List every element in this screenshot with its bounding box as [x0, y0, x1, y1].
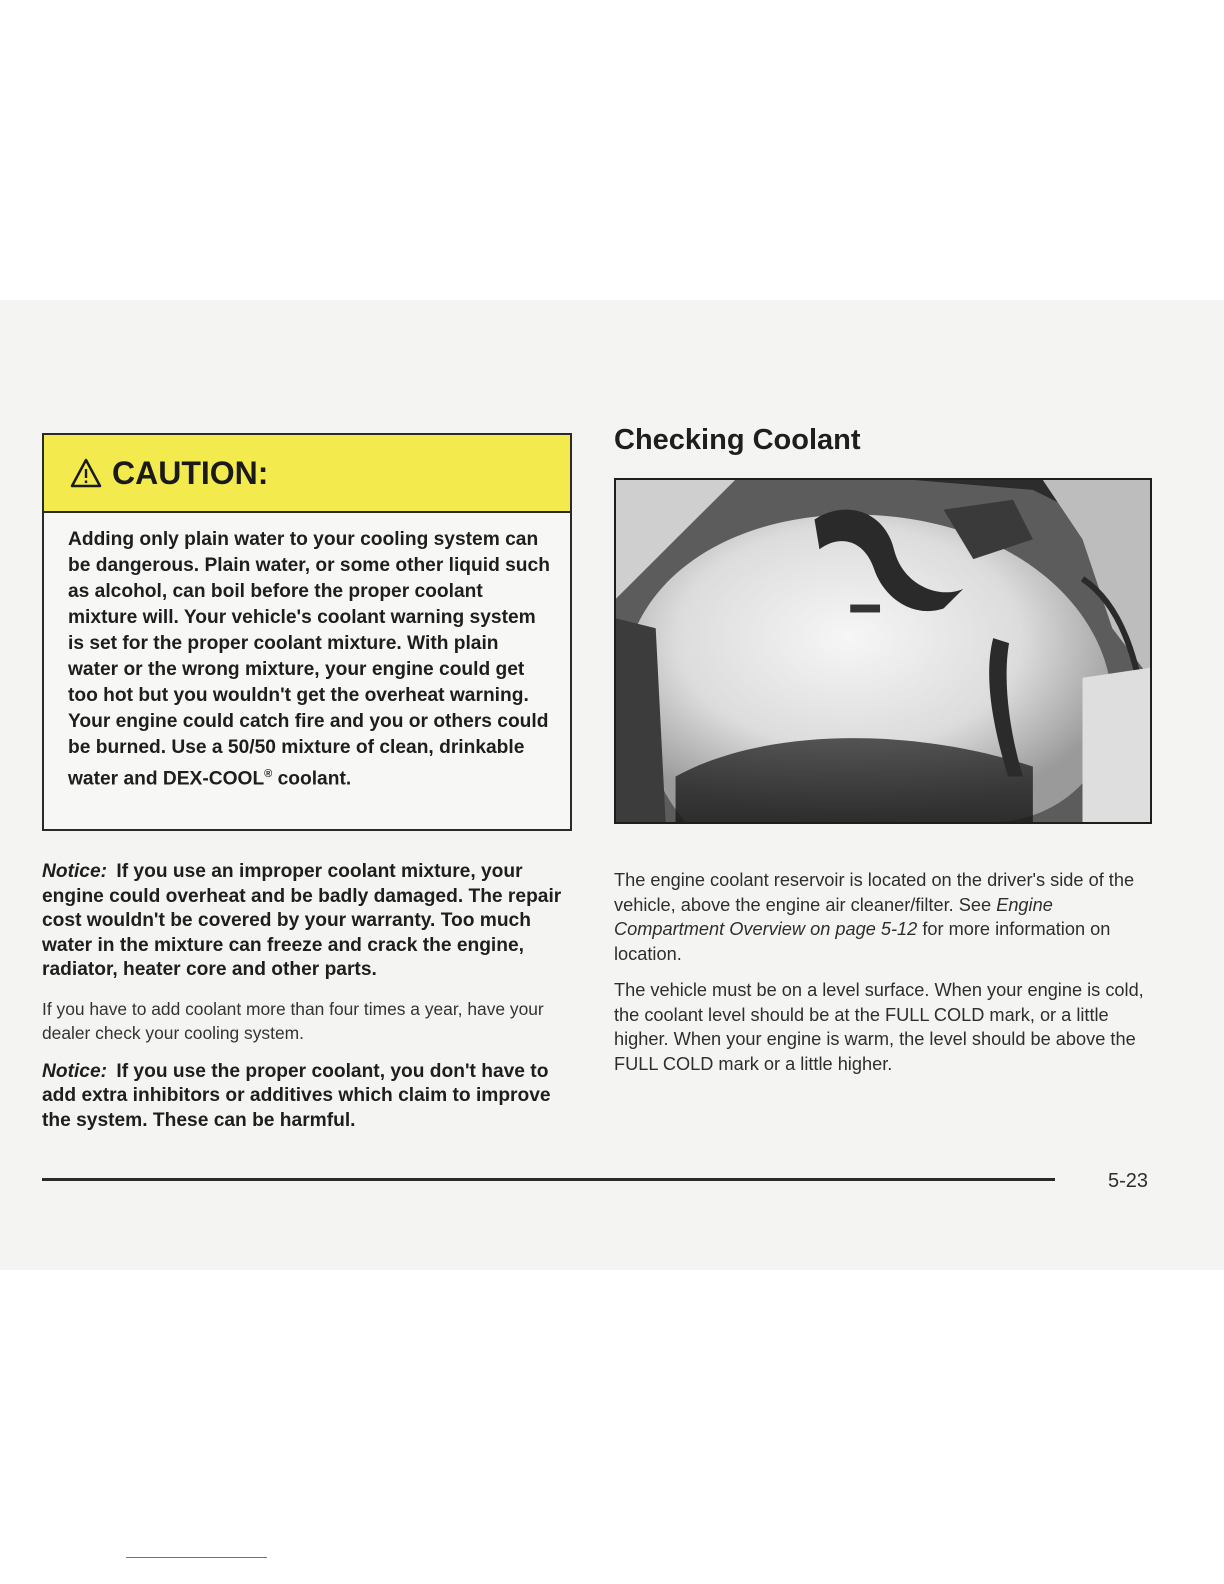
caution-text: [44, 513, 570, 792]
dealer-check-paragraph: If you have to add coolant more than four times a year, have your dealer check your cooling system.: [42, 998, 544, 1043]
p1-start: The engine coolant reservoir is located on the driver's side of the vehicle, above the engine air cleaner/filter. See: [614, 870, 1135, 915]
reservoir-location-paragraph: [614, 868, 1154, 966]
notice-text: If you use the proper coolant, you don't have to add extra inhibitors or additives which claim to improve the system. These can be harmful.: [42, 1060, 551, 1131]
caution-text-end: coolant.: [272, 768, 352, 790]
page-number: 5-23: [1108, 1170, 1149, 1192]
caution-header: [44, 435, 570, 513]
notice-label: Notice:: [42, 1060, 108, 1082]
left-column: [42, 860, 582, 1147]
registered-mark: ®: [264, 768, 273, 780]
bottom-link-underline: [126, 1557, 267, 1558]
footer-rule: [42, 1178, 1055, 1181]
engine-compartment-reference-link[interactable]: Engine Compartment Overview on page 5-12: [614, 894, 1053, 939]
p1-end: for more information on location.: [614, 919, 1111, 964]
notice-text: If you use an improper coolant mixture, your engine could overheat and be badly damaged. The repair cost wouldn't be covered by your warranty. Too much water in the mixture can freeze and crack the engine, radiator, heater core and other parts.: [42, 861, 562, 980]
notice-inhibitors: [42, 1060, 582, 1134]
caution-box: [42, 433, 572, 831]
coolant-reservoir-photo: [614, 478, 1152, 824]
coolant-level-paragraph: The vehicle must be on a level surface. When your engine is cold, the coolant level should be at the FULL COLD mark, or a little higher. When your engine is warm, the level should be above the FULL COLD mark or a little higher.: [614, 980, 1144, 1074]
caution-title: CAUTION:: [112, 454, 269, 491]
notice-coolant-mixture: [42, 860, 582, 983]
warning-triangle-icon: [70, 458, 102, 488]
engine-photo-illustration: [616, 480, 1150, 822]
right-column: [614, 868, 1154, 1088]
caution-text-body: Adding only plain water to your cooling system can be dangerous. Plain water, or some other liquid such as alcohol, can boil before the proper coolant mixture will. Your vehicle's coolant warning system is set for the proper coolant mixture. With plain water or the wrong mixture, your engine could get too hot but you wouldn't get the overheat warning. Your engine could catch fire and you or others could be burned. Use a 50/50 mixture of clean, drinkable water and DEX-COOL: [68, 529, 550, 790]
section-heading: Checking Coolant: [614, 424, 861, 456]
notice-label: Notice:: [42, 861, 108, 882]
